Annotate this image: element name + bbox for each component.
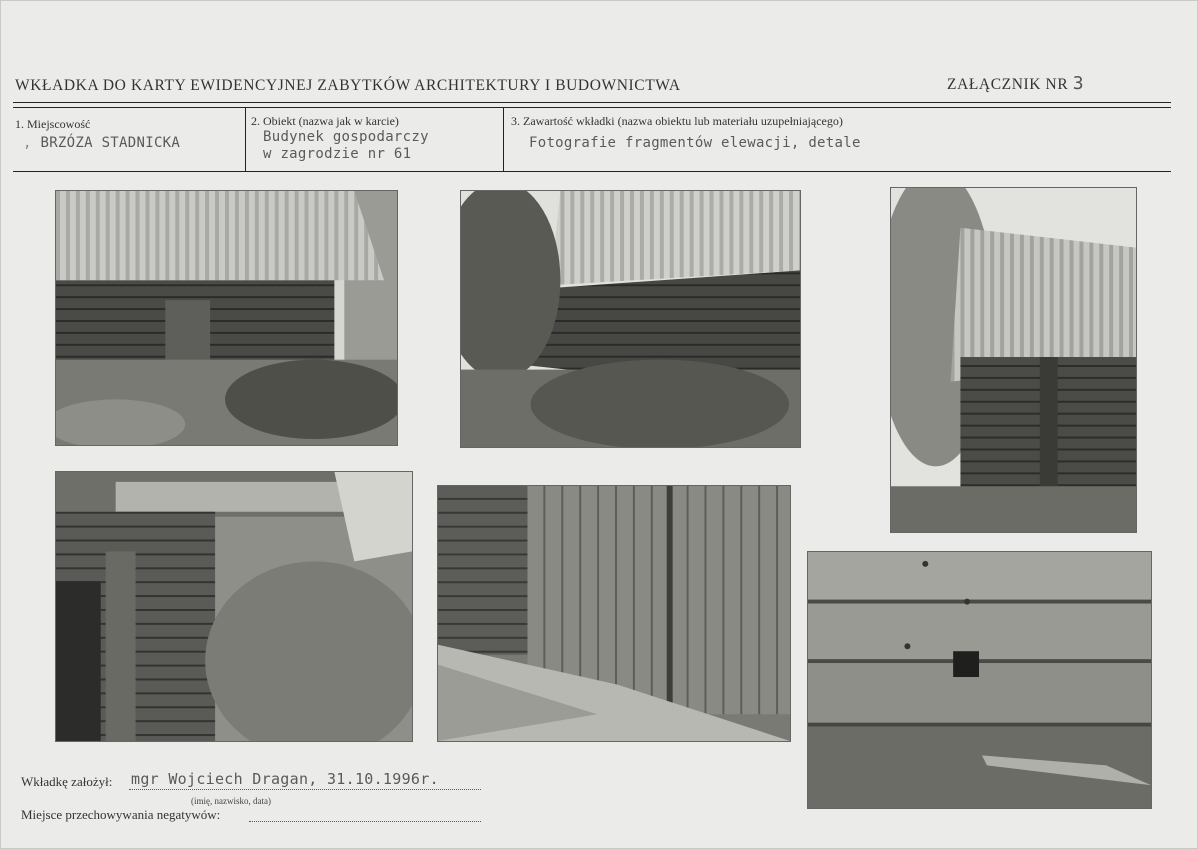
typed-comma-mark: , (23, 135, 41, 151)
content-label: 3. Zawartość wkładki (nazwa obiektu lub materiału uzupełniającego) (511, 114, 843, 128)
photo-plank-door-image (438, 486, 790, 741)
header-rule (13, 102, 1171, 103)
object-label: 2. Obiekt (nazwa jak w karcie) (251, 114, 399, 128)
content-value: Fotografie fragmentów elewacji, detale (529, 135, 861, 151)
photo-barn-front-image (56, 191, 397, 445)
author-dotted-line (129, 789, 481, 790)
author-note: (imię, nazwisko, data) (191, 796, 271, 806)
author-value: mgr Wojciech Dragan, 31.10.1996r. (131, 770, 439, 788)
field-divider-2 (503, 107, 504, 171)
photo-log-wall-vent (807, 551, 1152, 809)
object-value-line2: w zagrodzie nr 61 (263, 146, 412, 162)
document-title: WKŁADKA DO KARTY EWIDENCYJNEJ ZABYTKÓW ARCHITEKTURY I BUDOWNICTWA (15, 77, 681, 94)
photo-barn-corner-image (461, 191, 800, 447)
annex-label (947, 73, 1084, 94)
photo-barn-side-image (891, 188, 1136, 532)
object-value-line1: Budynek gospodarczy (263, 129, 429, 145)
field-divider-1 (245, 107, 246, 171)
photo-roof-overhang (55, 471, 413, 742)
photo-log-wall-vent-image (808, 552, 1151, 808)
photo-barn-front (55, 190, 398, 446)
place-label: 1. Miejscowość (15, 117, 91, 131)
place-value-text: BRZÓZA STADNICKA (40, 135, 181, 151)
place-value (23, 135, 180, 151)
author-label: Wkładkę założył: (21, 774, 113, 789)
storage-label: Miejsce przechowywania negatywów: (21, 807, 221, 822)
annex-label-text: ZAŁĄCZNIK NR (947, 76, 1069, 93)
annex-number: 3 (1072, 73, 1085, 94)
fields-bottom-rule (13, 171, 1171, 172)
storage-dotted-line (249, 821, 481, 822)
photo-plank-door (437, 485, 791, 742)
header-rule-2 (13, 107, 1171, 108)
photo-barn-side (890, 187, 1137, 533)
photo-roof-overhang-image (56, 472, 412, 741)
photo-barn-corner (460, 190, 801, 448)
